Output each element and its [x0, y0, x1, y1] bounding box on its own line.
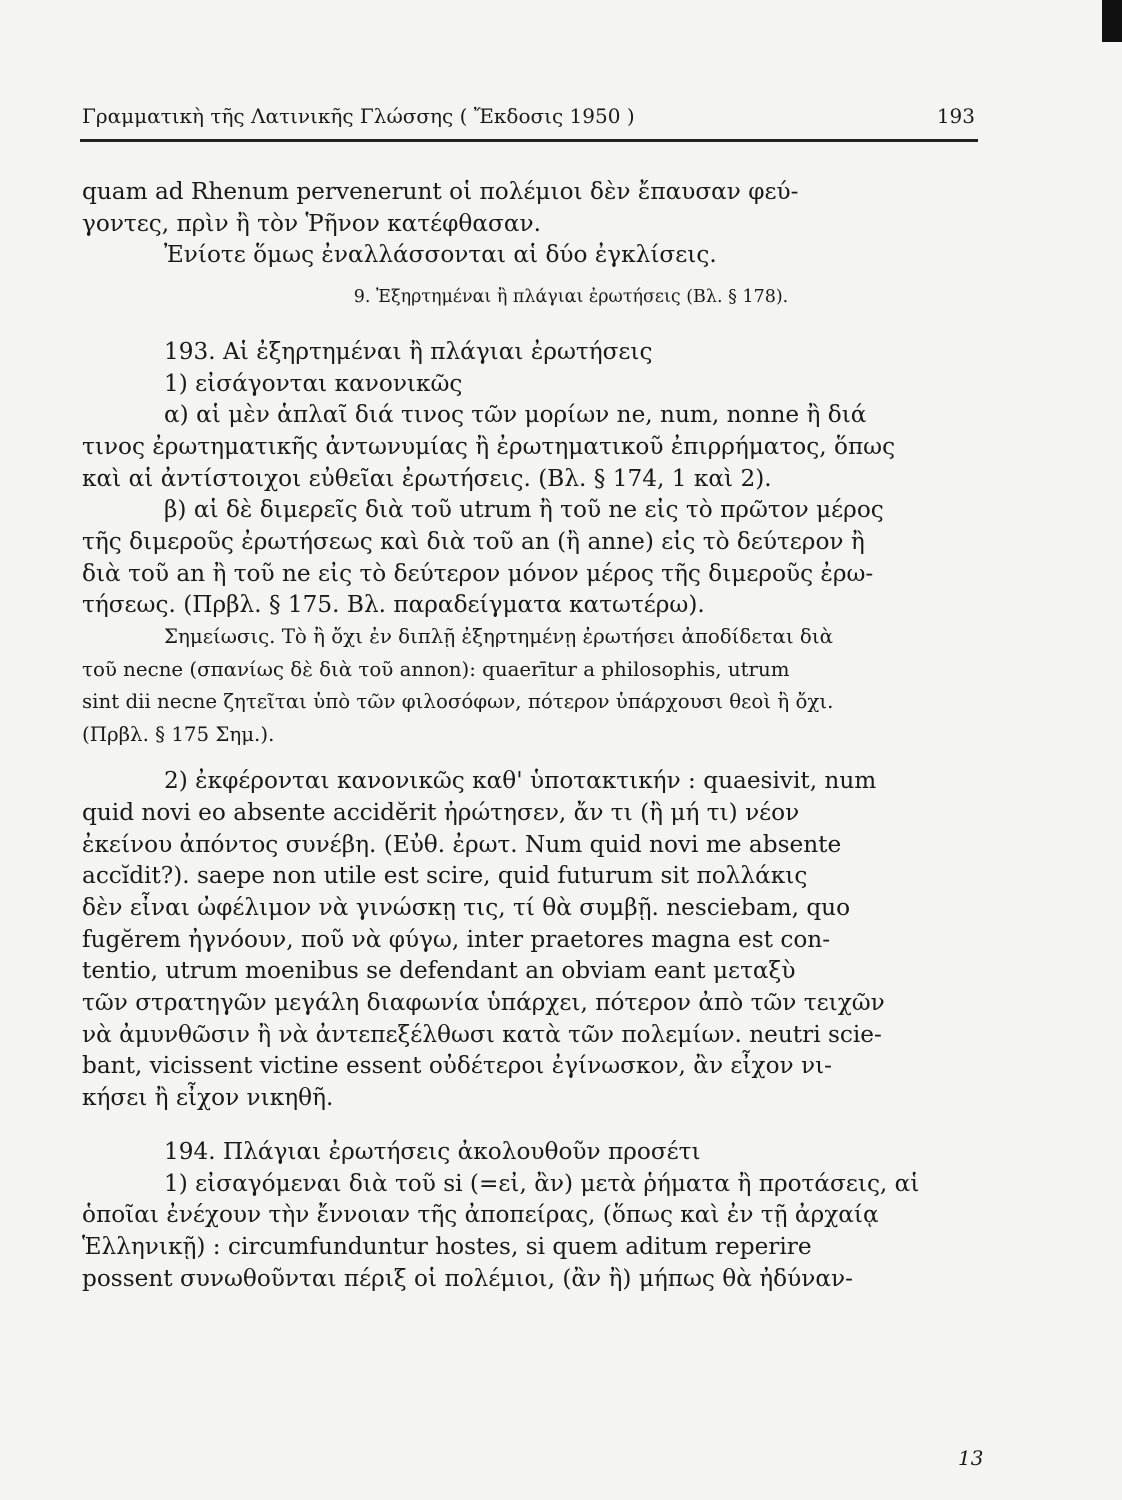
note-line: Σημείωσις. Τὸ ἢ ὄχι ἐν διπλῇ ἐξηρτημένῃ ἐρωτήσει ἀποδίδεται διὰ: [164, 625, 833, 649]
note-line: τοῦ necne (σπανίως δὲ διὰ τοῦ annon): quaerītur a philosophis, utrum: [82, 657, 790, 681]
text-line: quid novi eo absente accidĕrit ἠρώτησεν, ἄν τι (ἢ μή τι) νέον: [82, 798, 800, 826]
note-line: (Πρβλ. § 175 Σημ.).: [82, 722, 275, 746]
text-line: fugĕrem ἠγνόουν, ποῦ νὰ φύγω, inter praetores magna est con-: [82, 925, 831, 953]
text-line: τήσεως. (Πρβλ. § 175. Βλ. παραδείγματα κατωτέρω).: [82, 591, 705, 619]
text-line: Ἐνίοτε ὅμως ἐναλλάσσονται αἱ δύο ἐγκλίσεις.: [164, 241, 717, 269]
note-block: [82, 621, 980, 751]
text-line: tentio, utrum moenibus se defendant an obviam eant μεταξὺ: [82, 957, 796, 985]
text-line: accĭdit?). saepe non utile est scire, quid futurum sit πολλάκις: [82, 862, 808, 890]
text-line: α) αἱ μὲν ἁπλαῖ διά τινος τῶν μορίων ne, num, nonne ἢ διά: [164, 401, 867, 429]
signature-mark: 13: [958, 1446, 984, 1470]
text-line: β) αἱ δὲ διμερεῖς διὰ τοῦ utrum ἢ τοῦ ne εἰς τὸ πρῶτον μέρος: [164, 496, 884, 524]
text-line: κήσει ἢ εἶχον νικηθῆ.: [82, 1084, 334, 1112]
text-line: γοντες, πρὶν ἢ τὸν Ῥῆνον κατέφθασαν.: [82, 209, 541, 237]
text-line: τινος ἐρωτηματικῆς ἀντωνυμίας ἢ ἐρωτηματικοῦ ἐπιρρήματος, ὅπως: [82, 432, 896, 460]
paragraph-heading: 193. Αἱ ἐξηρτημέναι ἢ πλάγιαι ἐρωτήσεις: [164, 337, 653, 365]
text-line: 2) ἐκφέρονται κανονικῶς καθ' ὑποτακτικήν : quaesivit, num: [164, 767, 877, 795]
section-heading: 9. Ἐξηρτημέναι ἢ πλάγιαι ἐρωτήσεις (Βλ. § 178).: [353, 287, 789, 308]
text-line: 1) εἰσάγονται κανονικῶς: [164, 369, 463, 397]
text-line: quam ad Rhenum pervenerunt οἱ πολέμιοι δὲν ἔπαυσαν φεύ-: [82, 178, 799, 205]
text-line: bant, vicissent victine essent οὐδέτεροι ἐγίνωσκον, ἂν εἶχον νι-: [82, 1052, 833, 1080]
header-rule: [80, 139, 978, 142]
text-line: νὰ ἀμυνθῶσιν ἢ νὰ ἀντεπεξέλθωσι κατὰ τῶν πολεμίων. neutri scie-: [82, 1020, 882, 1048]
text-line: 1) εἰσαγόμεναι διὰ τοῦ si (=εἰ, ἂν) μετὰ ῥήματα ἢ προτάσεις, αἱ: [164, 1169, 920, 1197]
text-line: τῆς διμεροῦς ἐρωτήσεως καὶ διὰ τοῦ an (ἢ anne) εἰς τὸ δεύτερον ἢ: [82, 528, 865, 556]
note-line: sint dii necne ζητεῖται ὑπὸ τῶν φιλοσόφων, πότερον ὑπάρχουσι θεοὶ ἢ ὄχι.: [82, 690, 834, 714]
text-line: διὰ τοῦ an ἢ τοῦ ne εἰς τὸ δεύτερον μόνον μέρος τῆς διμεροῦς ἐρω-: [82, 559, 874, 587]
scan-corner-mark: [1102, 0, 1122, 42]
text-line: τῶν στρατηγῶν μεγάλη διαφωνία ὑπάρχει, πότερον ἀπὸ τῶν τειχῶν: [82, 989, 885, 1017]
text-line: ἐκείνου ἀπόντος συνέβη. (Εὐθ. ἐρωτ. Num quid novi me absente: [82, 830, 842, 858]
running-header: [82, 104, 975, 128]
body-text: [82, 176, 980, 1294]
header-title: Γραμματικὴ τῆς Λατινικῆς Γλώσσης ( Ἔκδοσις 1950 ): [82, 104, 635, 128]
text-line: ὁποῖαι ἐνέχουν τὴν ἔννοιαν τῆς ἀποπείρας, (ὅπως καὶ ἐν τῇ ἀρχαίᾳ: [82, 1201, 879, 1229]
text-line: δὲν εἶναι ὠφέλιμον νὰ γινώσκῃ τις, τί θὰ συμβῇ. nesciebam, quo: [82, 893, 851, 921]
text-line: possent συνωθοῦνται πέριξ οἱ πολέμιοι, (ἂν ἢ) μήπως θὰ ἠδύναν-: [82, 1264, 853, 1292]
paragraph-heading: 194. Πλάγιαι ἐρωτήσεις ἀκολουθοῦν προσέτι: [164, 1137, 701, 1165]
text-line: Ἑλληνικῇ) : circumfunduntur hostes, si quem aditum reperire: [82, 1232, 812, 1260]
page-number: 193: [936, 104, 975, 128]
text-line: καὶ αἱ ἀντίστοιχοι εὐθεῖαι ἐρωτήσεις. (Βλ. § 174, 1 καὶ 2).: [82, 464, 772, 492]
